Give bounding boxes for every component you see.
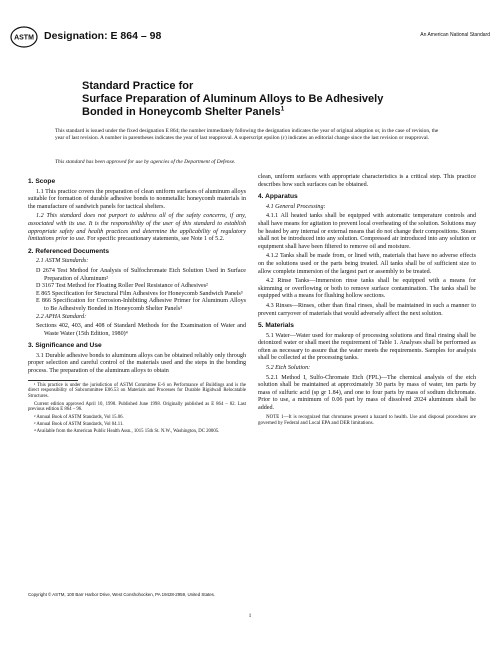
paragraph-1-1: 1.1 This practice covers the preparation of clean uniform surfaces of aluminum alloys suitable for formation of durable adhesive bonds to nonmetallic honeycomb materials in the manufacture of sandwich panels for tactical shelters. [28, 188, 246, 210]
paragraph-4-1-2: 4.1.2 Tanks shall be made from, or lined with, materials that have no adverse effects on the solutions used or the parts being treated. All tanks shall be of sufficient size to allow complete immersion of the largest part or assembly to be treated. [258, 253, 476, 275]
footnote-divider [28, 380, 78, 381]
paragraph-4-1-1: 4.1.1 All heated tanks shall be equipped with automatic temperature controls and shall have means for agitation to prevent local overheating of the solution. Solutions may be heated by any internal or external means that do not change their compositions. Steam shall not be introduced into any solution. Compressed air introduced into any solution or equipment shall have been filtered to remove oil and moisture. [258, 213, 476, 250]
paragraph-2-2: 2.2 APHA Standard: [36, 313, 87, 320]
note-1: NOTE 1—It is recognized that chromates present a hazard to health. Use and disposal procedures are governed by Federal and Local EPA and DER limitations. [258, 414, 476, 426]
section-heading-significance: 3. Significance and Use [28, 342, 102, 350]
paragraph-3-1-continued: clean, uniform surfaces with appropriate characteristics is a critical step. This practice describes how such surfaces can be obtained. [258, 174, 476, 188]
paragraph-4-2: 4.2 Rinse Tanks—Immersion rinse tanks shall be equipped with a means for skimming or overflowing or both to remove surface contamination. The tanks shall be equipped with a means for flushing hollow sections. [258, 278, 476, 300]
footnote-2: ² Annual Book of ASTM Standards, Vol 15.06. [34, 414, 124, 420]
section-heading-scope: 1. Scope [28, 178, 56, 185]
title-line-3: Bonded in Honeycomb Shelter Panels$^1$ [82, 104, 285, 118]
reference-e865: E 865 Specification for Structural Film Adhesives for Honeycomb Sandwich Panels³ [36, 290, 243, 297]
title-line-1: Standard Practice for [82, 80, 194, 92]
paragraph-4-3: 4.3 Rinses—Rinses, other than final rinses, shall be maintained in such a manner to prevent carryover of materials that would adversely affect the next solution. [258, 302, 476, 317]
standard-type: An American National Standard [420, 32, 490, 38]
section-heading-apparatus: 4. Apparatus [258, 193, 298, 201]
footnote-1-edition: Current edition approved April 10, 1998. Published June 1998. Originally published as E 864 – 82. Last previous edition E 864 – 96. [28, 401, 246, 413]
page-number: 1 [248, 613, 252, 619]
paragraph-2-1: 2.1 ASTM Standards: [36, 258, 89, 265]
section-heading-referenced-documents: 2. Referenced Documents [28, 247, 109, 255]
paragraph-1-2: 1.2 This standard does not purport to address all of the safety concerns, if any, associated with its use. It is the responsibility of the user of this standard to establish appropriate safety and health practices and determine the applicability of regulatory limitations prior to use. For specific precautionary statements, see Note 1 of 5.2. [28, 213, 246, 243]
document-header [10, 26, 490, 48]
document-title [82, 80, 402, 118]
left-column [28, 174, 246, 437]
paragraph-3-1: 3.1 Durable adhesive bonds to aluminum alloys can be obtained reliably only through proper selection and careful control of the materials used and the steps in the bonding process. The preparation of the aluminum alloys to obtain [28, 352, 246, 375]
reference-d2674: D 2674 Test Method for Analysis of Sulfochromate Etch Solution Used in Surface Preparation of Aluminum² [36, 267, 246, 282]
dod-approval-note: This standard has been approved for use by agencies of the Department of Defense. [55, 159, 236, 165]
reference-e866: E 866 Specification for Corrosion-Inhibiting Adhesive Primer for Aluminum Alloys to Be Adhesively Bonded in Honeycomb Shelter Panels³ [36, 298, 246, 312]
paragraph-5-2-1: 5.2.1 Method I, Sulfo-Chromate Etch (FPL)—The chemical analysis of the etch solution shall be maintained at approximately 30 parts by mass of water, ten parts by mass of sulfuric acid (sp gr 1.84), and one to four parts by mass of sodium dichromate. Prior to use, a minimum of 0.06 part by mass of dissolved 2024 aluminum shall be added. [258, 374, 476, 412]
footnote-3: ³ Annual Book of ASTM Standards, Vol 04.11. [34, 421, 124, 427]
svg-text:ASTM: ASTM [14, 34, 34, 42]
title-footnote-mark: 1 [280, 104, 285, 112]
issuance-note: This standard is issued under the fixed designation E 864; the number immediately following the designation indicates the year of original adoption or, in the case of revision, the year of last revision. A number in parentheses indicates the year of last reapproval. A superscript epsilon (ε) indicates an editorial change since the last revision or reapproval. [55, 128, 439, 141]
footnote-1: ¹ This practice is under the jurisdiction of ASTM Committee E-6 on Performance of Buildings and is the direct responsibility of Subcommittee E06.53 on Materials and Processes for Durable Rigidwall Relocatable Structures. [28, 382, 246, 400]
title-line-2: Surface Preparation of Aluminum Alloys to Be Adhesively [82, 93, 384, 105]
astm-logo [10, 26, 38, 48]
reference-d3167: D 3167 Test Method for Floating Roller Peel Resistance of Adhesives² [36, 283, 208, 290]
copyright-line: Copyright © ASTM, 100 Barr Harbor Drive, West Conshohocken, PA 19428-2959, United States. [28, 592, 216, 597]
paragraph-4-1: 4.1 General Processing: [266, 203, 326, 210]
paragraph-5-1: 5.1 Water—Water used for makeup of processing solutions and final rinsing shall be deionized water or shall meet the requirement of Table 1. Analyses shall be performed as often as necessary to assure that the water meets the requirements. Samples for analysis shall be collected at the processing tanks. [258, 332, 476, 362]
section-heading-materials: 5. Materials [258, 322, 294, 330]
footnote-4: ⁴ Available from the American Public Health Assn., 1015 15th St. N.W., Washington, DC 20005. [34, 429, 220, 435]
paragraph-5-2: 5.2 Etch Solution: [266, 365, 311, 372]
right-column [258, 174, 476, 429]
reference-apha: Sections 402, 403, and 408 of Standard Methods for the Examination of Water and Waste Water (15th Edition, 1980)⁴ [36, 323, 246, 337]
designation: Designation: E 864 – 98 [44, 30, 162, 42]
